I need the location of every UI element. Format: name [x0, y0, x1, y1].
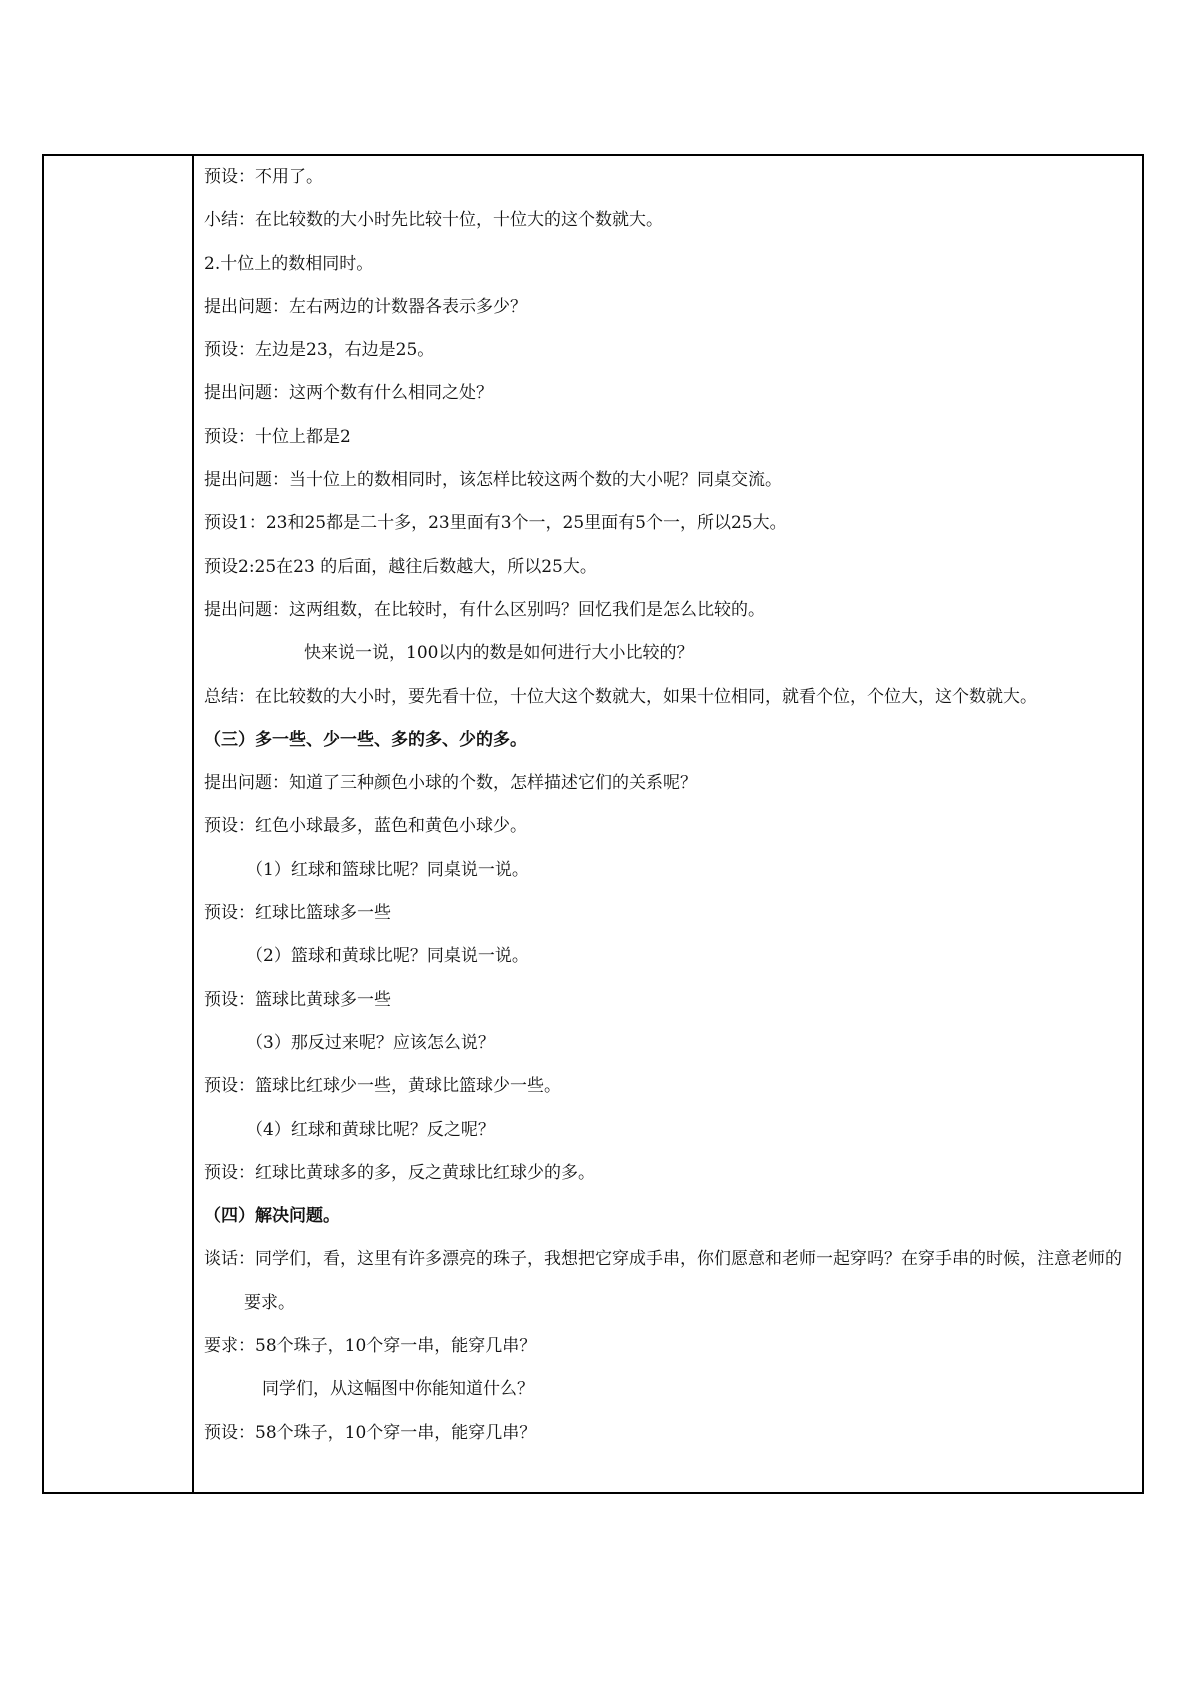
text-line: 提出问题：知道了三种颜色小球的个数，怎样描述它们的关系呢？ [204, 773, 697, 794]
text-line: 预设：红球比黄球多的多，反之黄球比红球少的多。 [204, 1162, 595, 1183]
left-column-cell [44, 156, 194, 1492]
text-line: 提出问题：这两个数有什么相同之处？ [204, 383, 493, 404]
text-line: 提出问题：这两组数，在比较时，有什么区别吗？回忆我们是怎么比较的。 [204, 599, 765, 620]
talk-paragraph: 谈话：同学们，看，这里有许多漂亮的珠子，我想把它穿成手串，你们愿意和老师一起穿吗？在穿手串的时候，注意老师的要求。 [204, 1249, 1122, 1313]
section-heading: （三）多一些、少一些、多的多、少的多。 [204, 729, 527, 750]
text-line: 2.十位上的数相同时。 [204, 253, 374, 274]
text-line: （1）红球和篮球比呢？同桌说一说。 [246, 859, 529, 880]
text-line: 要求：58个珠子，10个穿一串，能穿几串？ [204, 1336, 537, 1357]
text-line: 预设1：23和25都是二十多，23里面有3个一，25里面有5个一，所以25大。 [204, 513, 787, 534]
text-line: 预设：左边是23，右边是25。 [204, 340, 435, 361]
text-line: （4）红球和黄球比呢？反之呢？ [246, 1119, 495, 1140]
summary-paragraph: 总结：在比较数的大小时，要先看十位，十位大这个数就大，如果十位相同，就看个位，个位大，这个数就大。 [204, 686, 1037, 707]
text-line: 预设：58个珠子，10个穿一串，能穿几串？ [204, 1422, 537, 1443]
text-line: 提出问题：左右两边的计数器各表示多少？ [204, 296, 527, 317]
text-line: 小结：在比较数的大小时先比较十位，十位大的这个数就大。 [204, 210, 663, 231]
text-line: 提出问题：当十位上的数相同时，该怎样比较这两个数的大小呢？同桌交流。 [204, 470, 782, 491]
text-line: 预设2:25在23 的后面，越往后数越大，所以25大。 [204, 556, 597, 577]
text-line: 快来说一说，100以内的数是如何进行大小比较的？ [304, 643, 694, 664]
text-line: （2）篮球和黄球比呢？同桌说一说。 [246, 946, 529, 967]
text-line: 预设：不用了。 [204, 167, 323, 187]
text-line: 同学们，从这幅图中你能知道什么？ [262, 1379, 534, 1400]
content-cell [204, 156, 1134, 1455]
text-line: 预设：十位上都是2 [204, 426, 351, 447]
section-heading: （四）解决问题。 [204, 1206, 340, 1227]
text-line: 预设：红球比篮球多一些 [204, 903, 391, 924]
text-line: （3）那反过来呢？应该怎么说？ [246, 1032, 495, 1053]
text-line: 预设：篮球比黄球多一些 [204, 989, 391, 1010]
text-line: 预设：篮球比红球少一些，黄球比篮球少一些。 [204, 1076, 561, 1097]
lesson-table [42, 154, 1144, 1494]
text-line: 预设：红色小球最多，蓝色和黄色小球少。 [204, 816, 527, 837]
